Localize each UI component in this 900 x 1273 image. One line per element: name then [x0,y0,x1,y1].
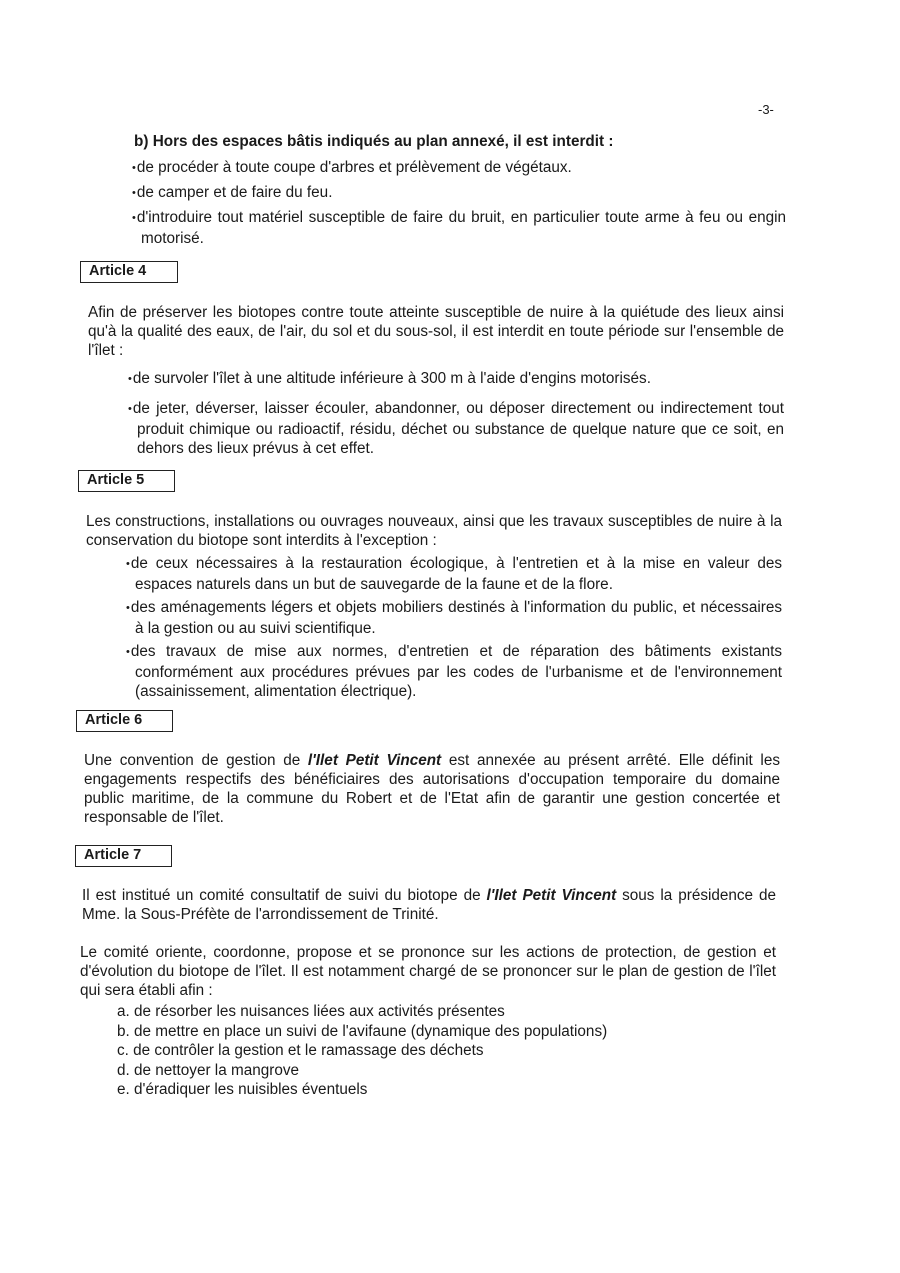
bullet-icon: • [132,162,136,174]
place-name: l'Ilet Petit Vincent [486,887,617,904]
place-name: l'Ilet Petit Vincent [307,752,442,769]
article-5-title: Article 5 [78,470,175,492]
list-item: •de procéder à toute coupe d'arbres et prélèvement de végétaux. [132,159,572,176]
list-item: •d'introduire tout matériel susceptible de faire du bruit, en particulier toute arme à feu ou engin motorisé. [132,209,786,247]
article-4-intro: Afin de préserver les biotopes contre toute atteinte susceptible de nuire à la quiétude des lieux ainsi qu'à la qualité des eaux, de l'air, du sol et du sous-sol, il est interdit en toute période sur l'ensemble de l'îlet : [88,304,784,359]
bullet-icon: • [126,602,130,614]
article-7-title: Article 7 [75,845,172,867]
article-7-list [117,1002,757,1100]
bullet-icon: • [128,373,132,385]
article-7-p2: Le comité oriente, coordonne, propose et se prononce sur les actions de protection, de gestion et d'évolution du biotope de l'îlet. Il est notamment chargé de se prononcer sur le plan de gestion de l'îlet qui sera établi afin : [80,944,776,999]
article-5-bullets [126,554,782,701]
list-item: c. de contrôler la gestion et le ramassage des déchets [117,1042,484,1059]
list-item: •de jeter, déverser, laisser écouler, abandonner, ou déposer directement ou indirectement tout produit chimique ou radioactif, résidu, déchet ou substance de quelque nature que ce soit, en dehors des lieux prévus à cet effet. [128,400,784,457]
list-item: •de ceux nécessaires à la restauration écologique, à l'entretien et à la mise en valeur des espaces naturels dans un but de sauvegarde de la faune et de la flore. [126,555,782,593]
bullet-icon: • [132,212,136,224]
list-item: •de camper et de faire du feu. [132,184,333,201]
article-7-p1: Il est institué un comité consultatif de suivi du biotope de l'Ilet Petit Vincent sous la présidence de Mme. la Sous-Préfète de l'arrondissement de Trinité. [82,887,777,923]
article-4-title: Article 4 [80,261,178,283]
section-b [134,132,784,151]
bullet-icon: • [126,558,130,570]
list-item: b. de mettre en place un suivi de l'avifaune (dynamique des populations) [117,1022,608,1040]
article-5-intro: Les constructions, installations ou ouvrages nouveaux, ainsi que les travaux susceptibles de nuire à la conservation du biotope sont interdits à l'exception : [86,513,782,549]
section-b-heading: b) Hors des espaces bâtis indiqués au plan annexé, il est interdit : [134,133,614,150]
article-6-title: Article 6 [76,710,173,732]
page-number: -3- [758,102,774,117]
article-6-text: Une convention de gestion de l'Ilet Petit Vincent est annexée au présent arrêté. Elle définit les engagements respectifs des bénéficiaires des autorisations d'occupation temporaire du domaine public maritime, de la commune du Robert et de l'Etat afin de garantir une gestion concertée et responsable de l'îlet. [84,752,780,826]
section-b-bullets [132,158,786,248]
list-item: •des travaux de mise aux normes, d'entretien et de réparation des bâtiments existants conformément aux procédures prévues par les codes de l'urbanisme et de l'environnement (assainissement, alimentation électrique). [126,643,782,700]
list-item: d. de nettoyer la mangrove [117,1061,299,1079]
list-item: •des aménagements légers et objets mobiliers destinés à l'information du public, et nécessaires à la gestion ou au suivi scientifique. [126,599,782,637]
list-item: a. de résorber les nuisances liées aux activités présentes [117,1003,505,1020]
bullet-icon: • [128,403,132,415]
list-item: •de survoler l'îlet à une altitude inférieure à 300 m à l'aide d'engins motorisés. [128,370,651,387]
bullet-icon: • [132,187,136,199]
list-item: e. d'éradiquer les nuisibles éventuels [117,1081,368,1098]
bullet-icon: • [126,646,130,658]
article-4-bullets [128,369,784,458]
